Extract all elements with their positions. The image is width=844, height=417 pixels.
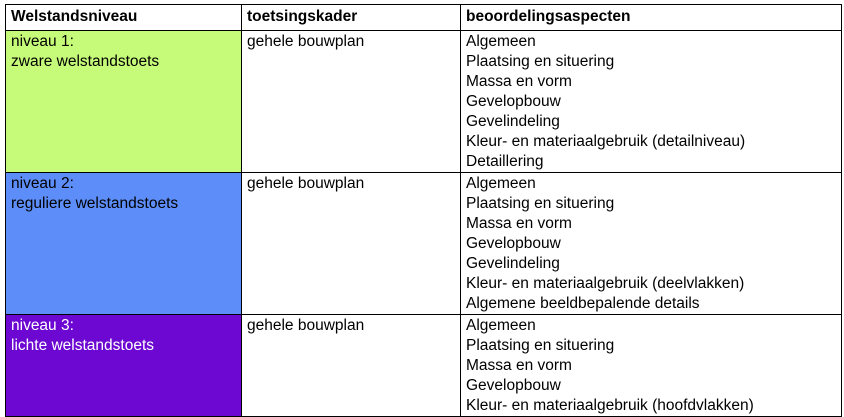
aspect-item: Massa en vorm xyxy=(466,215,572,232)
aspect-item: Massa en vorm xyxy=(466,357,572,374)
table-row-niveau-2 xyxy=(6,173,842,315)
aspect-item: Detaillering xyxy=(466,153,544,170)
table-row-niveau-1 xyxy=(6,31,842,173)
aspect-item: Algemeen xyxy=(466,317,536,334)
aspect-item: Algemene beeldbepalende details xyxy=(466,295,700,312)
header-toetsingskader: toetsingskader xyxy=(242,5,461,31)
kader-text: gehele bouwplan xyxy=(247,33,365,50)
aspect-item: Plaatsing en situering xyxy=(466,53,615,70)
aspects-cell xyxy=(461,173,842,315)
level-title: niveau 1: xyxy=(11,33,74,50)
kader-cell xyxy=(242,315,461,417)
header-beoordelingsaspecten: beoordelingsaspecten xyxy=(461,5,842,31)
aspect-item: Plaatsing en situering xyxy=(466,195,615,212)
aspect-item: Gevelindeling xyxy=(466,113,560,130)
kader-text: gehele bouwplan xyxy=(247,175,365,192)
level-description: zware welstandstoets xyxy=(11,53,160,70)
aspect-item: Plaatsing en situering xyxy=(466,337,615,354)
aspect-item: Kleur- en materiaalgebruik (detailniveau) xyxy=(466,133,746,150)
kader-cell xyxy=(242,31,461,173)
aspect-item: Gevelopbouw xyxy=(466,93,561,110)
aspect-item: Massa en vorm xyxy=(466,73,572,90)
aspects-cell xyxy=(461,31,842,173)
level-title: niveau 2: xyxy=(11,175,74,192)
aspect-item: Kleur- en materiaalgebruik (hoofdvlakken) xyxy=(466,397,754,414)
kader-cell xyxy=(242,173,461,315)
welstand-table xyxy=(5,4,842,417)
aspect-item: Gevelopbouw xyxy=(466,235,561,252)
aspect-item: Algemeen xyxy=(466,175,536,192)
aspects-cell xyxy=(461,315,842,417)
level-description: lichte welstandstoets xyxy=(11,337,155,354)
level-cell-niveau-1 xyxy=(6,31,242,173)
level-cell-niveau-3 xyxy=(6,315,242,417)
aspect-item: Kleur- en materiaalgebruik (deelvlakken) xyxy=(466,275,745,292)
aspect-item: Gevelopbouw xyxy=(466,377,561,394)
kader-text: gehele bouwplan xyxy=(247,317,365,334)
table-header-row xyxy=(6,5,842,31)
header-welstandsniveau: Welstandsniveau xyxy=(6,5,242,31)
level-title: niveau 3: xyxy=(11,317,74,334)
aspect-item: Gevelindeling xyxy=(466,255,560,272)
level-description: reguliere welstandstoets xyxy=(11,195,179,212)
aspect-item: Algemeen xyxy=(466,33,536,50)
level-cell-niveau-2 xyxy=(6,173,242,315)
table-row-niveau-3 xyxy=(6,315,842,417)
